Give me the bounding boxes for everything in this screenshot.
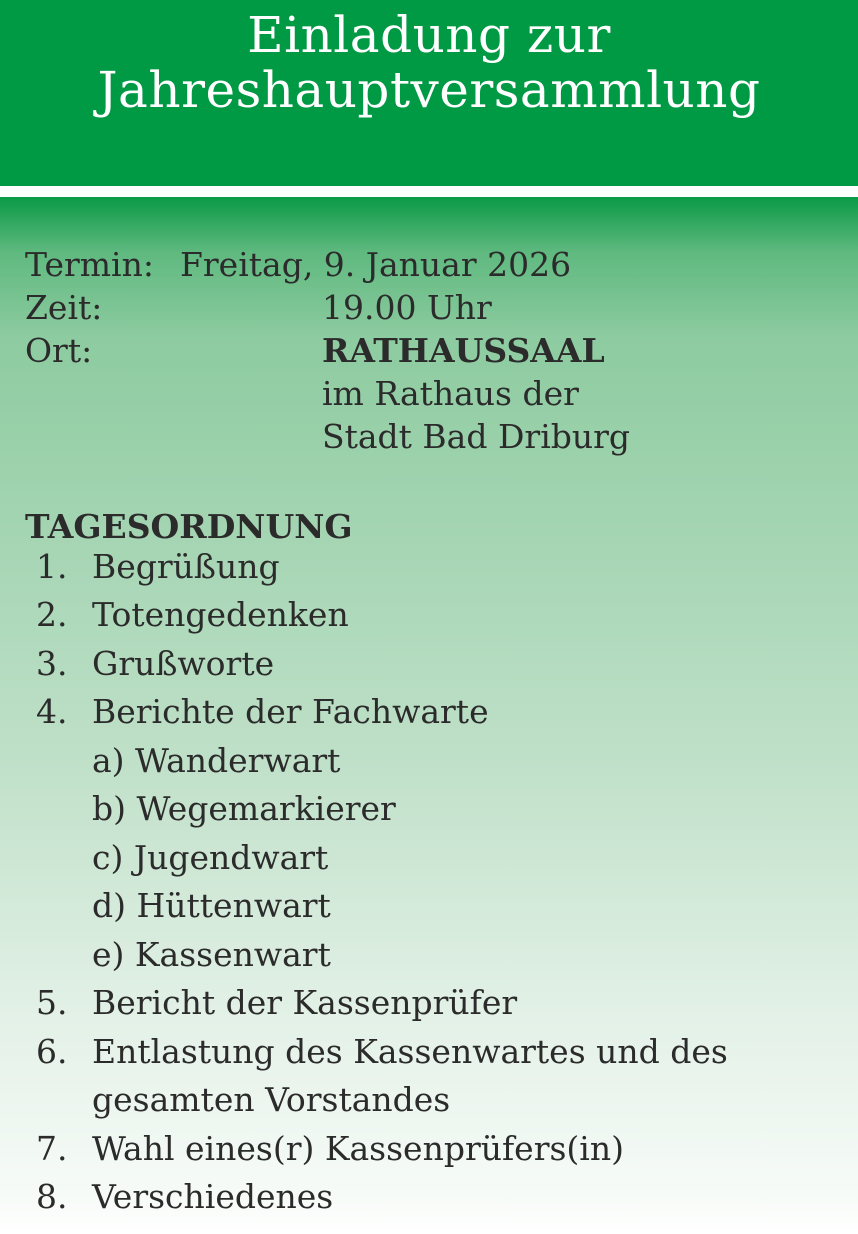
agenda-subitem-text: b) Wegemarkierer xyxy=(92,789,396,828)
agenda-item xyxy=(0,1129,858,1173)
agenda-subitem xyxy=(0,741,858,785)
header-divider xyxy=(0,186,858,197)
agenda-item-number: 5. xyxy=(36,983,68,1022)
header-banner xyxy=(0,0,858,186)
agenda-item-text: Begrüßung xyxy=(92,547,280,586)
agenda-item-number: 3. xyxy=(36,644,68,683)
agenda-subitem-text: c) Jugendwart xyxy=(92,838,329,877)
agenda-title: TAGESORDNUNG xyxy=(25,507,353,546)
agenda-item-text: gesamten Vorstandes xyxy=(92,1080,451,1119)
agenda-item-number: 4. xyxy=(36,692,68,731)
agenda-item-text: Bericht der Kassenprüfer xyxy=(92,983,518,1022)
agenda-item-continuation xyxy=(0,1080,858,1124)
title-line-2: Jahreshauptversammlung xyxy=(97,61,761,119)
agenda-subitem xyxy=(0,789,858,833)
ort-value-venue: RATHAUSSAAL xyxy=(322,331,605,370)
agenda-item-number: 8. xyxy=(36,1177,68,1216)
agenda-subitem-text: e) Kassenwart xyxy=(92,935,331,974)
ort-label: Ort: xyxy=(25,331,93,370)
agenda-item-number: 1. xyxy=(36,547,68,586)
ort-value-city: Stadt Bad Driburg xyxy=(322,417,631,456)
agenda-subitem-text: a) Wanderwart xyxy=(92,741,341,780)
ort-value-building: im Rathaus der xyxy=(322,374,579,413)
zeit-value: 19.00 Uhr xyxy=(322,288,492,327)
agenda-item xyxy=(0,692,858,736)
agenda-item xyxy=(0,595,858,639)
agenda-item xyxy=(0,547,858,591)
agenda-item-number: 7. xyxy=(36,1129,68,1168)
agenda-subitem-text: d) Hüttenwart xyxy=(92,886,331,925)
agenda-item xyxy=(0,983,858,1027)
agenda-item xyxy=(0,644,858,688)
termin-label: Termin: xyxy=(25,245,154,284)
agenda-item-number: 6. xyxy=(36,1032,68,1071)
termin-value: Freitag, 9. Januar 2026 xyxy=(180,245,572,284)
content-panel xyxy=(0,197,858,1234)
agenda-item-text: Wahl eines(r) Kassenprüfers(in) xyxy=(92,1129,624,1168)
zeit-label: Zeit: xyxy=(25,288,103,327)
agenda-item xyxy=(0,1177,858,1221)
agenda-item-text: Totengedenken xyxy=(92,595,349,634)
agenda-item-number: 2. xyxy=(36,595,68,634)
agenda-subitem xyxy=(0,838,858,882)
agenda-item-text: Berichte der Fachwarte xyxy=(92,692,489,731)
agenda-item xyxy=(0,1032,858,1076)
agenda-item-text: Entlastung des Kassenwartes und des xyxy=(92,1032,728,1071)
agenda-subitem xyxy=(0,935,858,979)
agenda-item-text: Grußworte xyxy=(92,644,275,683)
agenda-item-text: Verschiedenes xyxy=(92,1177,334,1216)
agenda-subitem xyxy=(0,886,858,930)
title-line-1: Einladung zur xyxy=(247,6,611,64)
